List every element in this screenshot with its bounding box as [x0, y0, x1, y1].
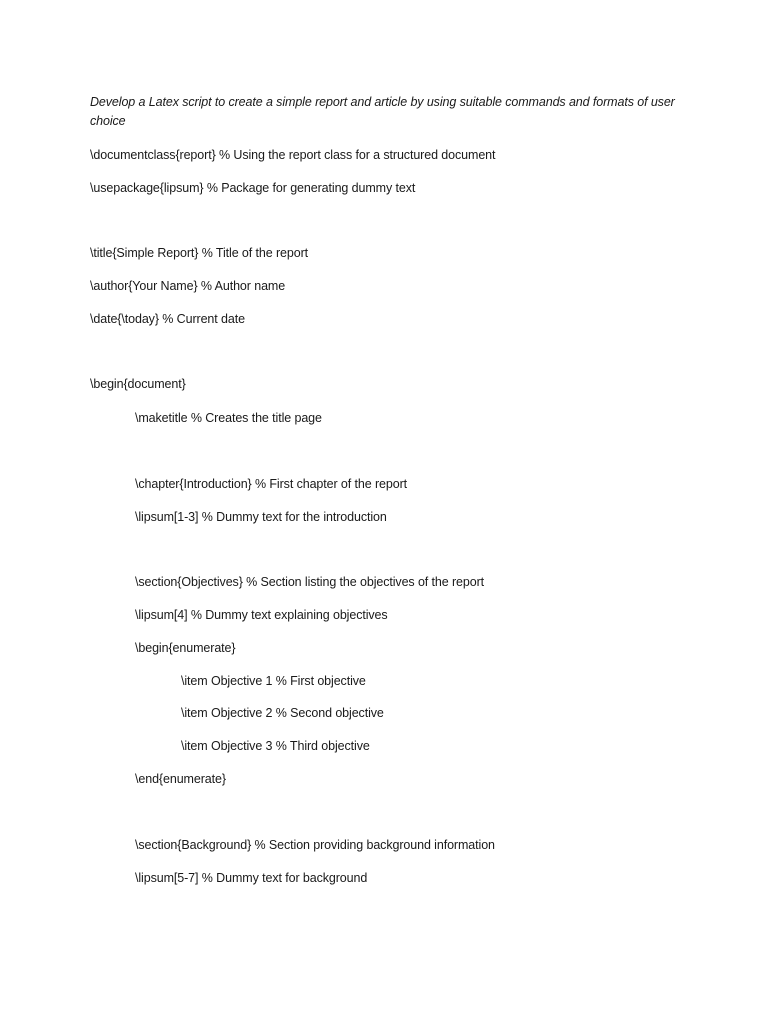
code-line-maketitle: \maketitle % Creates the title page [135, 411, 322, 425]
code-line-begin-enumerate: \begin{enumerate} [135, 641, 236, 655]
code-line-lipsum-background: \lipsum[5-7] % Dummy text for background [135, 871, 368, 885]
code-line-usepackage: \usepackage{lipsum} % Package for generating dummy text [90, 181, 416, 195]
code-line-documentclass: \documentclass{report} % Using the report class for a structured document [90, 148, 496, 162]
code-line-begin-document: \begin{document} [90, 377, 186, 391]
code-line-date: \date{\today} % Current date [90, 312, 245, 326]
code-line-item-2: \item Objective 2 % Second objective [181, 706, 384, 720]
task-heading: Develop a Latex script to create a simple report and article by using suitable commands and formats of user choice [90, 95, 675, 128]
code-line-title: \title{Simple Report} % Title of the report [90, 246, 309, 260]
code-line-end-enumerate: \end{enumerate} [135, 772, 226, 786]
code-line-item-1: \item Objective 1 % First objective [181, 674, 366, 688]
code-line-chapter: \chapter{Introduction} % First chapter of the report [135, 477, 408, 491]
code-line-author: \author{Your Name} % Author name [90, 279, 286, 293]
code-line-item-3: \item Objective 3 % Third objective [181, 739, 370, 753]
code-line-lipsum-objectives: \lipsum[4] % Dummy text explaining objectives [135, 608, 388, 622]
code-line-lipsum-intro: \lipsum[1-3] % Dummy text for the introduction [135, 510, 387, 524]
code-line-section-background: \section{Background} % Section providing background information [135, 838, 495, 852]
code-line-section-objectives: \section{Objectives} % Section listing the objectives of the report [135, 575, 485, 589]
